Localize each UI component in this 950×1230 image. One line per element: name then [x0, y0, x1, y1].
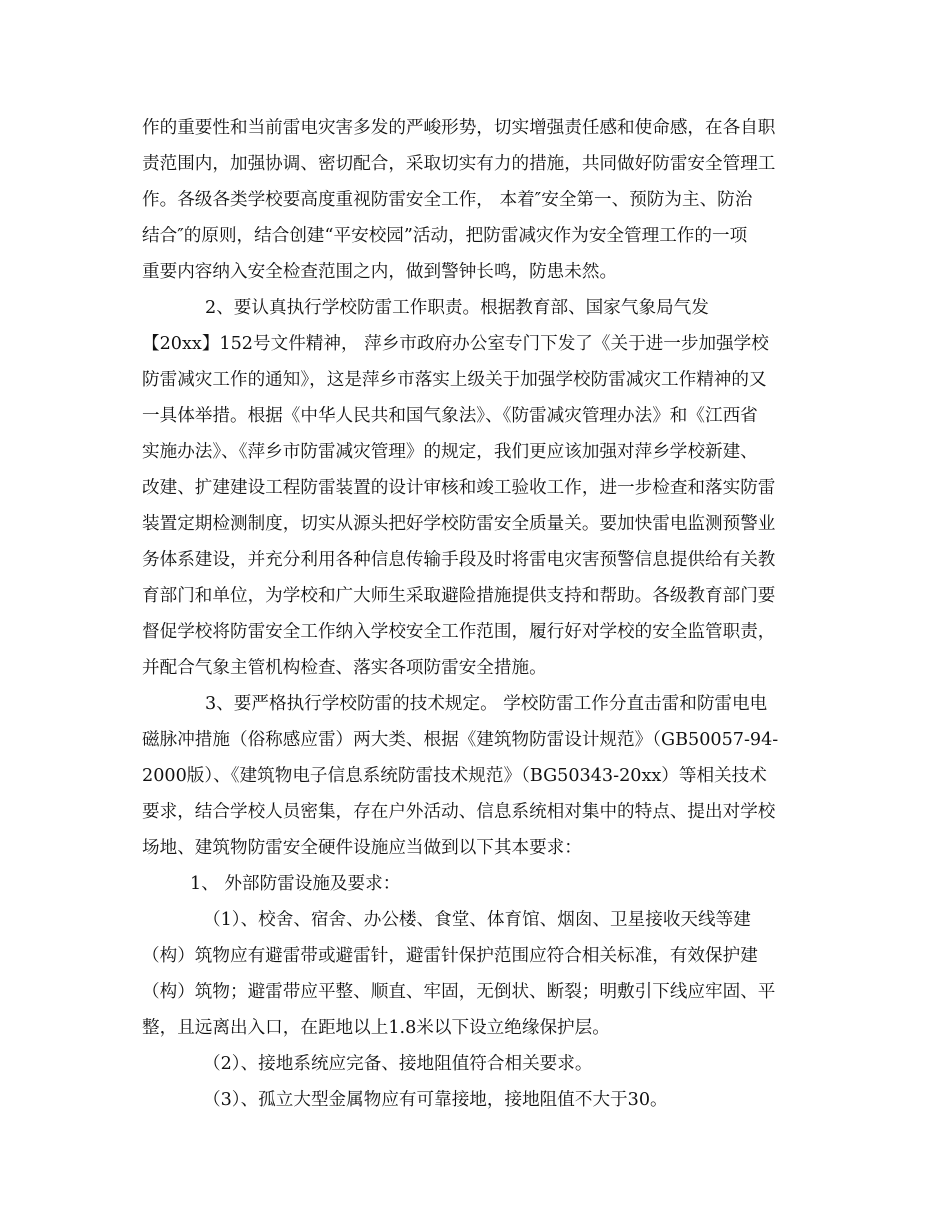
item-1: （1）、校舍、宿舍、办公楼、食堂、体育馆、烟囱、卫星接收天线等建 [203, 910, 751, 930]
text-line: 防雷减灾工作的通知》，这是萍乡市落实上级关于加强学校防雷减灾工作精神的又 [142, 370, 767, 390]
item-3: （3）、孤立大型金属物应有可靠接地，接地阻值不大于30。 [203, 1090, 668, 1110]
item-2: （2）、接地系统应完备、接地阻值符合相关要求。 [203, 1054, 593, 1074]
text-line: 实施办法》、《萍乡市防雷减灾管理》的规定，我们更应该加强对萍乡学校新建、 [142, 442, 758, 462]
text-line: （构）筑物；避雷带应平整、顺直、牢固，无倒状、断裂；明敷引下线应牢固、平 [142, 982, 776, 1002]
text-line: 改建、扩建建设工程防雷装置的设计审核和竣工验收工作，进一步检查和落实防雷 [142, 478, 776, 498]
text-line: 一具体举措。根据《中华人民共和国气象法》、《防雷减灾管理办法》和《江西省 [142, 406, 758, 426]
text-line: 整，且远离出入口，在距地以上1.8米以下设立绝缘保护层。 [142, 1018, 610, 1038]
text-line: 育部门和单位，为学校和广大师生采取避险措施提供支持和帮助。各级教育部门要 [142, 586, 776, 606]
text-line: 装置定期检测制度，切实从源头把好学校防雷安全质量关。要加快雷电监测预警业 [142, 514, 776, 534]
text-line: 结合″的原则，结合创建“平安校园”活动，把防雷减灾作为安全管理工作的一项 [142, 226, 748, 246]
text-line: 作的重要性和当前雷电灾害多发的严峻形势，切实增强责任感和使命感，在各自职 [142, 118, 776, 138]
text-line: 要求，结合学校人员密集，存在户外活动、信息系统相对集中的特点、提出对学校 [142, 802, 776, 822]
text-line: 磁脉冲措施（俗称感应雷）两大类、根据《建筑物防雷设计规范》（GB50057-94- [142, 730, 779, 750]
text-line: 督促学校将防雷安全工作纳入学校安全工作范围，履行好对学校的安全监管职责， [142, 622, 776, 642]
section-heading-external-protection: 1、 外部防雷设施及要求： [190, 874, 401, 894]
text-line: 作。各级各类学校要高度重视防雷安全工作， 本着″安全第一、预防为主、防治 [142, 190, 753, 210]
text-line: 场地、建筑物防雷安全硬件设施应当做到以下其本要求： [142, 838, 582, 858]
text-line: （构）筑物应有避雷带或避雷针，避雷针保护范围应符合相关标准，有效保护建 [142, 946, 758, 966]
text-line: 并配合气象主管机构检查、落实各项防雷安全措施。 [142, 658, 547, 678]
paragraph-2-heading: 2、要认真执行学校防雷工作职责。根据教育部、国家气象局气发 [205, 298, 709, 318]
paragraph-3-heading: 3、要严格执行学校防雷的技术规定。 学校防雷工作分直击雷和防雷电电 [205, 694, 768, 714]
text-line: 2000版）、《建筑物电子信息系统防雷技术规范》（BG50343-20xx）等相关技术 [142, 766, 767, 786]
text-line: 【20xx】152号文件精神， 萍乡市政府办公室专门下发了《关于进一步加强学校 [142, 334, 769, 354]
text-line: 务体系建设，并充分利用各种信息传输手段及时将雷电灾害预警信息提供给有关教 [142, 550, 776, 570]
text-line: 重要内容纳入安全检查范围之内，做到警钟长鸣，防患未然。 [142, 262, 618, 282]
text-line: 责范围内，加强协调、密切配合，采取切实有力的措施，共同做好防雷安全管理工 [142, 154, 776, 174]
